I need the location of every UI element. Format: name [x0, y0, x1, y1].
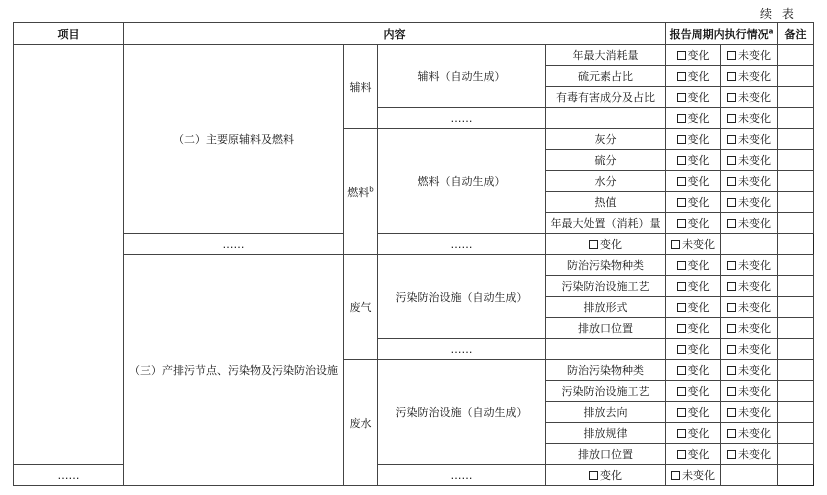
checkbox-icon[interactable] — [677, 156, 686, 165]
table-row — [14, 234, 814, 255]
header-status-text: 报告周期内执行情况 — [669, 27, 769, 41]
unchanged-option[interactable] — [721, 276, 778, 297]
changed-option[interactable] — [666, 297, 721, 318]
unchanged-label: 未变化 — [738, 322, 771, 335]
detail-cell: 排放规律 — [546, 423, 666, 444]
unchanged-label: 未变化 — [738, 259, 771, 272]
detail-cell: 排放去向 — [546, 402, 666, 423]
checkbox-icon[interactable] — [677, 450, 686, 459]
unchanged-label: 未变化 — [738, 280, 771, 293]
auto-gas: 污染防治设施（自动生成） — [378, 255, 546, 339]
report-table-container — [13, 22, 814, 486]
section-title-pollution: （三）产排污节点、污染物及污染防治设施 — [124, 255, 344, 486]
changed-option[interactable] — [666, 108, 721, 129]
unchanged-label: 未变化 — [738, 343, 771, 356]
remark-cell — [778, 339, 814, 360]
remark-cell — [778, 87, 814, 108]
detail-cell — [546, 108, 666, 129]
unchanged-option[interactable] — [721, 108, 778, 129]
unchanged-option[interactable] — [721, 150, 778, 171]
changed-label: 变化 — [687, 196, 710, 209]
detail-cell: 有毒有害成分及占比 — [546, 87, 666, 108]
remark-cell — [778, 108, 814, 129]
unchanged-option[interactable] — [721, 45, 778, 66]
changed-option[interactable] — [666, 276, 721, 297]
checkbox-icon[interactable] — [727, 387, 736, 396]
checkbox-icon[interactable] — [727, 93, 736, 102]
changed-label: 变化 — [687, 112, 710, 125]
checkbox-icon[interactable] — [727, 429, 736, 438]
unchanged-label: 未变化 — [738, 301, 771, 314]
category-gas: 废气 — [344, 255, 378, 360]
detail-cell: 污染防治设施工艺 — [546, 381, 666, 402]
checkbox-icon[interactable] — [677, 72, 686, 81]
checkbox-icon[interactable] — [677, 345, 686, 354]
changed-option[interactable] — [666, 339, 721, 360]
checkbox-icon[interactable] — [727, 303, 736, 312]
unchanged-option[interactable] — [721, 192, 778, 213]
remark-cell — [778, 192, 814, 213]
changed-label: 变化 — [687, 427, 710, 440]
ellipsis-cell: …… — [378, 234, 546, 255]
remark-cell — [778, 255, 814, 276]
unchanged-label: 未变化 — [738, 217, 771, 230]
unchanged-option[interactable] — [721, 402, 778, 423]
checkbox-icon[interactable] — [677, 51, 686, 60]
unchanged-option[interactable] — [721, 423, 778, 444]
checkbox-icon[interactable] — [727, 450, 736, 459]
unchanged-label: 未变化 — [738, 133, 771, 146]
changed-label: 变化 — [687, 406, 710, 419]
unchanged-option[interactable] — [721, 255, 778, 276]
checkbox-icon[interactable] — [727, 72, 736, 81]
checkbox-icon[interactable] — [677, 324, 686, 333]
changed-label: 变化 — [687, 217, 710, 230]
unchanged-label: 未变化 — [738, 91, 771, 104]
header-item: 项目 — [14, 23, 124, 45]
remark-cell — [778, 381, 814, 402]
unchanged-option[interactable] — [721, 171, 778, 192]
changed-option[interactable] — [546, 234, 666, 255]
checkbox-icon[interactable] — [677, 408, 686, 417]
changed-option[interactable] — [666, 87, 721, 108]
changed-label: 变化 — [687, 448, 710, 461]
table-row — [14, 45, 814, 66]
header-status — [666, 23, 778, 45]
unchanged-option[interactable] — [721, 339, 778, 360]
remark-cell — [778, 171, 814, 192]
changed-label: 变化 — [687, 343, 710, 356]
remark-cell — [778, 423, 814, 444]
unchanged-option[interactable] — [721, 129, 778, 150]
checkbox-icon[interactable] — [671, 471, 680, 480]
checkbox-icon[interactable] — [727, 408, 736, 417]
checkbox-icon[interactable] — [677, 282, 686, 291]
remark-cell — [778, 45, 814, 66]
unchanged-option[interactable] — [666, 234, 721, 255]
remark-cell — [778, 66, 814, 87]
unchanged-option[interactable] — [721, 297, 778, 318]
remark-cell — [778, 150, 814, 171]
unchanged-label: 未变化 — [738, 385, 771, 398]
auto-aux: 辅料（自动生成） — [378, 45, 546, 108]
unchanged-label: 未变化 — [682, 238, 715, 251]
changed-option[interactable] — [666, 45, 721, 66]
changed-label: 变化 — [687, 154, 710, 167]
header-remark: 备注 — [778, 23, 814, 45]
remark-cell — [778, 360, 814, 381]
remark-cell — [721, 465, 778, 486]
checkbox-icon[interactable] — [677, 219, 686, 228]
category-aux: 辅料 — [344, 45, 378, 129]
changed-label: 变化 — [687, 133, 710, 146]
checkbox-icon[interactable] — [589, 240, 598, 249]
unchanged-option[interactable] — [721, 360, 778, 381]
changed-option[interactable] — [666, 192, 721, 213]
checkbox-icon[interactable] — [677, 303, 686, 312]
remark-cell — [778, 444, 814, 465]
remark-cell — [778, 318, 814, 339]
remark-cell — [778, 213, 814, 234]
unchanged-label: 未变化 — [738, 175, 771, 188]
auto-fuel: 燃料（自动生成） — [378, 129, 546, 234]
changed-label: 变化 — [687, 70, 710, 83]
changed-option[interactable] — [666, 360, 721, 381]
changed-option[interactable] — [666, 381, 721, 402]
changed-option[interactable] — [666, 171, 721, 192]
checkbox-icon[interactable] — [727, 366, 736, 375]
detail-cell: 硫分 — [546, 150, 666, 171]
changed-label: 变化 — [687, 322, 710, 335]
changed-option[interactable] — [666, 213, 721, 234]
detail-cell: 热值 — [546, 192, 666, 213]
unchanged-label: 未变化 — [738, 427, 771, 440]
unchanged-label: 未变化 — [738, 448, 771, 461]
checkbox-icon[interactable] — [589, 471, 598, 480]
unchanged-label: 未变化 — [738, 112, 771, 125]
checkbox-icon[interactable] — [677, 387, 686, 396]
unchanged-option[interactable] — [666, 465, 721, 486]
detail-cell: 排放口位置 — [546, 318, 666, 339]
checkbox-icon[interactable] — [677, 366, 686, 375]
changed-label: 变化 — [687, 364, 710, 377]
unchanged-label: 未变化 — [682, 469, 715, 482]
changed-option[interactable] — [666, 150, 721, 171]
detail-cell: 水分 — [546, 171, 666, 192]
checkbox-icon[interactable] — [727, 324, 736, 333]
detail-cell: 硫元素占比 — [546, 66, 666, 87]
detail-cell — [546, 339, 666, 360]
checkbox-icon[interactable] — [677, 114, 686, 123]
unchanged-label: 未变化 — [738, 364, 771, 377]
checkbox-icon[interactable] — [727, 345, 736, 354]
checkbox-icon[interactable] — [727, 282, 736, 291]
changed-label: 变化 — [600, 238, 622, 251]
detail-cell: 年最大消耗量 — [546, 45, 666, 66]
changed-label: 变化 — [687, 259, 710, 272]
checkbox-icon[interactable] — [727, 219, 736, 228]
checkbox-icon[interactable] — [727, 51, 736, 60]
unchanged-option[interactable] — [721, 318, 778, 339]
unchanged-label: 未变化 — [738, 49, 771, 62]
unchanged-option[interactable] — [721, 381, 778, 402]
unchanged-option[interactable] — [721, 87, 778, 108]
category-fuel — [344, 129, 378, 255]
changed-option[interactable] — [666, 402, 721, 423]
changed-option[interactable] — [546, 465, 666, 486]
changed-label: 变化 — [687, 301, 710, 314]
header-row — [14, 23, 814, 45]
remark-cell — [778, 297, 814, 318]
checkbox-icon[interactable] — [727, 135, 736, 144]
changed-label: 变化 — [687, 175, 710, 188]
checkbox-icon[interactable] — [677, 429, 686, 438]
checkbox-icon[interactable] — [671, 240, 680, 249]
section-title-materials: （二）主要原辅料及燃料 — [124, 45, 344, 234]
unchanged-option[interactable] — [721, 213, 778, 234]
changed-label: 变化 — [687, 49, 710, 62]
detail-cell: 排放口位置 — [546, 444, 666, 465]
ellipsis-cell: …… — [14, 465, 124, 486]
detail-cell: 污染防治设施工艺 — [546, 276, 666, 297]
detail-cell: 灰分 — [546, 129, 666, 150]
remark-cell — [721, 234, 778, 255]
detail-cell: 年最大处置（消耗）量 — [546, 213, 666, 234]
checkbox-icon[interactable] — [727, 198, 736, 207]
remark-cell — [778, 276, 814, 297]
changed-label: 变化 — [600, 469, 622, 482]
changed-option[interactable] — [666, 129, 721, 150]
checkbox-icon[interactable] — [727, 114, 736, 123]
changed-option[interactable] — [666, 444, 721, 465]
unchanged-label: 未变化 — [738, 406, 771, 419]
changed-option[interactable] — [666, 66, 721, 87]
unchanged-label: 未变化 — [738, 70, 771, 83]
checkbox-icon[interactable] — [727, 156, 736, 165]
checkbox-icon[interactable] — [727, 261, 736, 270]
unchanged-option[interactable] — [721, 66, 778, 87]
category-fuel-label: 燃料 — [347, 185, 370, 199]
category-water: 废水 — [344, 360, 378, 486]
changed-option[interactable] — [666, 255, 721, 276]
changed-label: 变化 — [687, 280, 710, 293]
table-row — [14, 255, 814, 276]
checkbox-icon[interactable] — [677, 135, 686, 144]
checkbox-icon[interactable] — [677, 198, 686, 207]
item-cell — [14, 45, 124, 465]
changed-label: 变化 — [687, 385, 710, 398]
detail-cell: 防治污染物种类 — [546, 360, 666, 381]
ellipsis-cell: …… — [378, 108, 546, 129]
ellipsis-cell: …… — [124, 234, 344, 255]
checkbox-icon[interactable] — [677, 93, 686, 102]
changed-option[interactable] — [666, 423, 721, 444]
header-status-footnote: a — [768, 26, 774, 35]
checkbox-icon[interactable] — [677, 261, 686, 270]
changed-option[interactable] — [666, 318, 721, 339]
continued-label: 续 表 — [760, 7, 797, 21]
changed-label: 变化 — [687, 91, 710, 104]
detail-cell: 排放形式 — [546, 297, 666, 318]
unchanged-label: 未变化 — [738, 154, 771, 167]
remark-cell — [778, 402, 814, 423]
ellipsis-cell: …… — [378, 339, 546, 360]
auto-water: 污染防治设施（自动生成） — [378, 360, 546, 465]
detail-cell: 防治污染物种类 — [546, 255, 666, 276]
header-content: 内容 — [124, 23, 666, 45]
ellipsis-cell: …… — [378, 465, 546, 486]
checkbox-icon[interactable] — [677, 177, 686, 186]
unchanged-label: 未变化 — [738, 196, 771, 209]
checkbox-icon[interactable] — [727, 177, 736, 186]
execution-report-table — [13, 22, 814, 486]
remark-cell — [778, 129, 814, 150]
category-fuel-footnote: b — [369, 184, 374, 193]
unchanged-option[interactable] — [721, 444, 778, 465]
